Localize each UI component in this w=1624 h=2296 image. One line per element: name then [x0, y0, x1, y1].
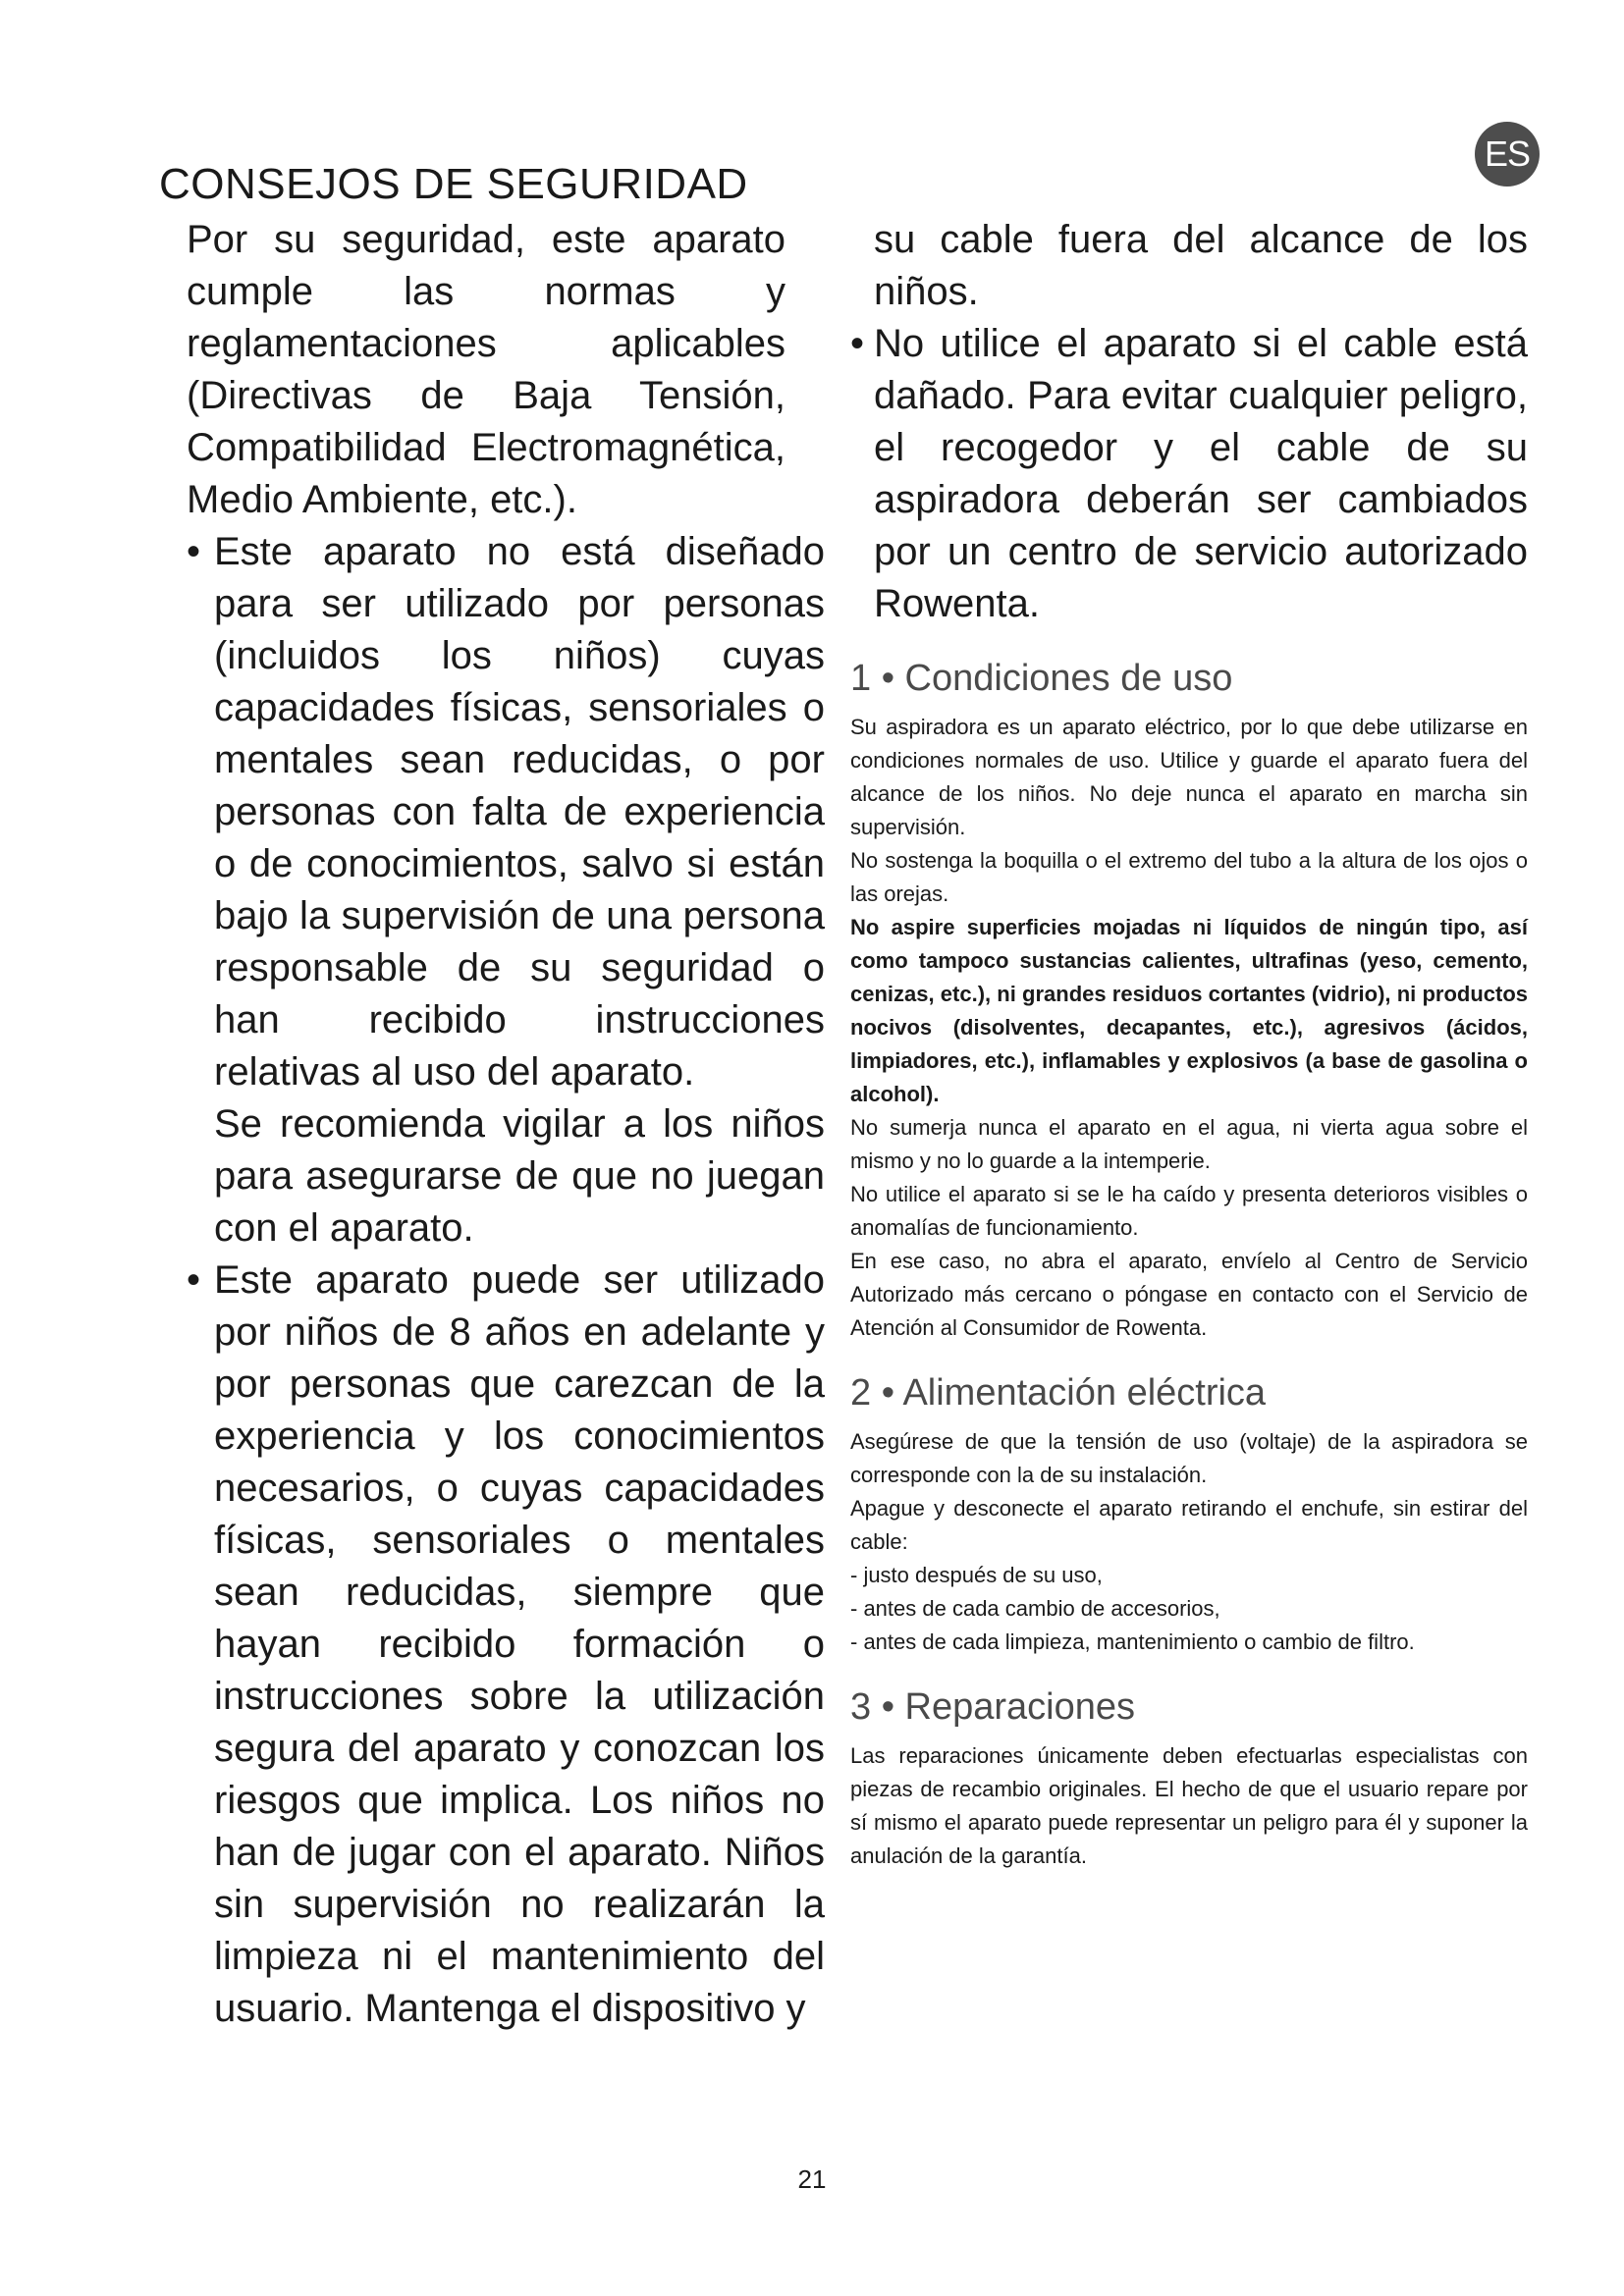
page-title: CONSEJOS DE SEGURIDAD: [159, 160, 748, 208]
conditions-warning: No aspire superficies mojadas ni líquidos de ningún tipo, así como tampoco sustancias calientes, ultrafinas (yeso, cemento, cenizas, etc.), ni grandes residuos cortantes (vidrio), ni productos nocivos (disolventes, decapantes, etc.), agresivos (ácidos, limpiadores, etc.), inflamables y explosivos (a base de gasolina o alcohol).: [850, 915, 1528, 1106]
bullet-damaged-cable: • No utilice el aparato si el cable está dañado. Para evitar cualquier peligro, el recogedor y el cable de su aspiradora deberán ser cambiados por un centro de servicio autorizado Rowenta.: [850, 318, 1528, 630]
section-heading-conditions: 1 • Condiciones de uso: [850, 658, 1233, 699]
bullet-persons-capabilities: • Este aparato no está diseñado para ser utilizado por personas (incluidos los niños) cuyas capacidades físicas, sensoriales o mentales sean reducidas, o por personas con falta de experiencia o de conocimientos, salvo si están bajo la supervisión de una persona responsable de su seguridad o han recibido instrucciones relativas al uso del aparato.: [187, 526, 825, 1098]
page-number: 21: [797, 2164, 827, 2194]
conditions-paragraph: No sumerja nunca el aparato en el agua, ni vierta agua sobre el mismo y no lo guarde a la intemperie.: [850, 1115, 1528, 1173]
conditions-paragraph: Su aspiradora es un aparato eléctrico, por lo que debe utilizarse en condiciones normales de uso. Utilice y guarde el aparato fuera del alcance de los niños. No deje nunca el aparato en marcha sin supervisión.: [850, 715, 1528, 839]
section-heading-repairs: 3 • Reparaciones: [850, 1686, 1136, 1728]
conditions-paragraph: En ese caso, no abra el aparato, envíelo al Centro de Servicio Autorizado más cercano o póngase en contacto con el Servicio de Atención al Consumidor de Rowenta.: [850, 1249, 1528, 1340]
power-list-item: - antes de cada cambio de accesorios,: [850, 1596, 1220, 1621]
power-paragraph: Apague y desconecte el aparato retirando el enchufe, sin estirar del cable:: [850, 1496, 1528, 1554]
intro-paragraph: Por su seguridad, este aparato cumple las normas y reglamentaciones aplicables (Directivas de Baja Tensión, Compatibilidad Electromagnética, Medio Ambiente, etc.).: [187, 218, 785, 521]
power-paragraph: Asegúrese de que la tensión de uso (voltaje) de la aspiradora se corresponde con la de su instalación.: [850, 1429, 1528, 1487]
conditions-paragraph: No sostenga la boquilla o el extremo del tubo a la altura de los ojos o las orejas.: [850, 848, 1528, 906]
left-column: [187, 214, 825, 2035]
bullet-children-supervision: Se recomienda vigilar a los niños para asegurarse de que no juegan con el aparato.: [214, 1102, 825, 1250]
continuation-paragraph: su cable fuera del alcance de los niños.: [874, 218, 1528, 313]
section-heading-power: 2 • Alimentación eléctrica: [850, 1372, 1267, 1414]
right-column: [850, 214, 1528, 1873]
repairs-paragraph: Las reparaciones únicamente deben efectuarlas especialistas con piezas de recambio originales. El hecho de que el usuario repare por sí mismo el aparato puede representar un peligro para él y suponer la anulación de la garantía.: [850, 1743, 1528, 1868]
power-list-item: - justo después de su uso,: [850, 1563, 1103, 1587]
language-badge: ES: [1475, 122, 1540, 187]
power-list-item: - antes de cada limpieza, mantenimiento o cambio de filtro.: [850, 1629, 1415, 1654]
bullet-children-8-years: • Este aparato puede ser utilizado por niños de 8 años en adelante y por personas que carezcan de la experiencia y los conocimientos necesarios, o cuyas capacidades físicas, sensoriales o mentales sean reducidas, siempre que hayan recibido formación o instrucciones sobre la utilización segura del aparato y conozcan los riesgos que implica. Los niños no han de jugar con el aparato. Niños sin supervisión no realizarán la limpieza ni el mantenimiento del usuario. Mantenga el dispositivo y: [187, 1255, 825, 2035]
conditions-paragraph: No utilice el aparato si se le ha caído y presenta deterioros visibles o anomalías de funcionamiento.: [850, 1182, 1528, 1240]
